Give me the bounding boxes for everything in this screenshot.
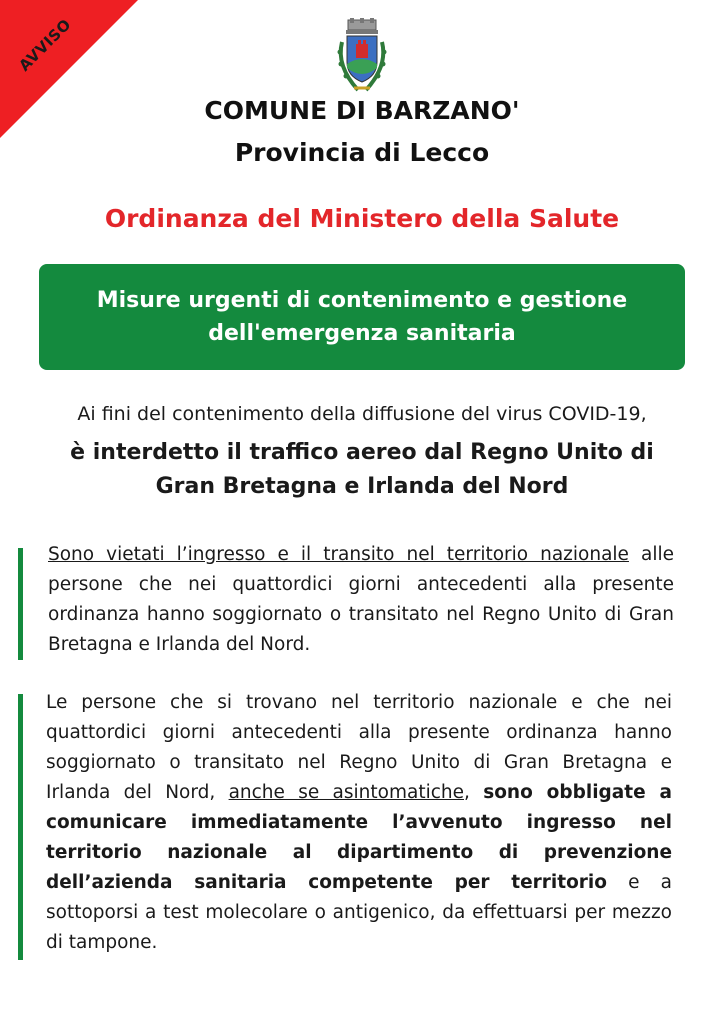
ordinance-title: Ordinanza del Ministero della Salute: [104, 204, 620, 233]
flight-ban-statement: [0, 436, 724, 504]
municipal-coat-of-arms-icon: [332, 18, 392, 96]
intro-sentence: Ai fini del contenimento della diffusione del virus COVID-19,: [77, 403, 647, 425]
obligations-comma: ,: [464, 782, 484, 803]
paragraph-obligations: [46, 688, 672, 958]
avviso-label: AVVISO: [15, 15, 75, 75]
municipality-title: COMUNE DI BARZANO': [204, 96, 520, 125]
obligations-text-1: Le persone che si trovano nel territorio nazionale e che nei quattordici giorni antecedenti alla presente ordinanza hanno soggiornato o transitato nel Regno Unito di Gran Bretagna e Irlanda del Nord,: [46, 692, 672, 803]
banner-line-1: Misure urgenti di contenimento e gestione: [96, 288, 628, 313]
entry-ban-text: alle persone che nei quattordici giorni antecedenti alla presente ordinanza hanno soggiornato o transitato nel Regno Unito di Gran Bretagna e Irlanda del Nord.: [48, 544, 674, 655]
flight-ban-line-2: Gran Bretagna e Irlanda del Nord: [155, 474, 569, 499]
banner-line-2: dell'emergenza sanitaria: [208, 321, 516, 346]
paragraph-entry-ban: [48, 540, 674, 660]
flight-ban-line-1: è interdetto il traffico aereo dal Regno Unito di: [70, 440, 654, 465]
obligations-text-2: e a sottoporsi a test molecolare o antigenico, da effettuarsi per mezzo di tampone.: [46, 872, 673, 953]
measures-banner: [39, 264, 685, 370]
paragraph-2-accent-bar: [18, 694, 23, 960]
entry-ban-underlined: Sono vietati l’ingresso e il transito nel territorio nazionale: [48, 544, 629, 565]
paragraph-1-accent-bar: [18, 548, 23, 660]
province-title: Provincia di Lecco: [234, 138, 490, 167]
obligations-bold: sono obbligate a comunicare immediatamente l’avvenuto ingresso nel territorio nazionale al dipartimento di prevenzione dell’azienda sanitaria competente per territorio: [46, 782, 672, 893]
obligations-underlined: anche se asintomatiche: [228, 782, 464, 803]
